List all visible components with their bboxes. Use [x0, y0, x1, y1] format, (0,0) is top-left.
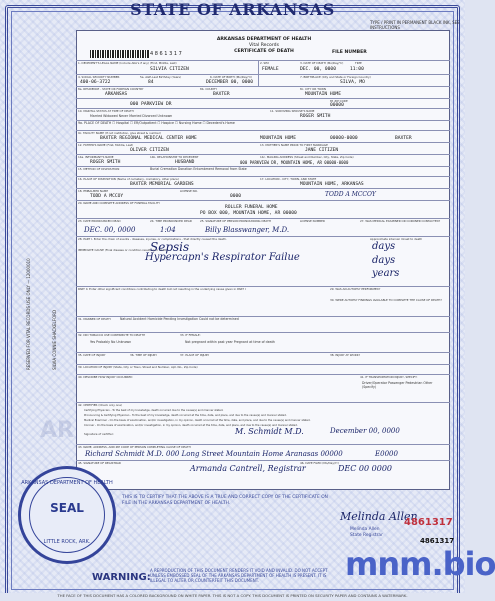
pronounce-date-label: 23. DATE PRONOUNCED DEAD — [78, 219, 121, 223]
sex-label: 2. SEX — [260, 61, 270, 65]
embalmer-name: TODD A MCCOY — [90, 194, 124, 199]
injury-time-label: 36. TIME OF INJURY — [130, 353, 157, 357]
injury-description-label: 40. DESCRIBE HOW INJURY OCCURRED — [78, 375, 133, 379]
relationship-value: HUSBAND — [175, 160, 195, 165]
site-watermark: mnm.bio — [345, 545, 495, 583]
decedent-name-label: 1. DECEDENT'S LEGAL NAME (Include AKA's if any) (First, Middle, Last) — [78, 61, 177, 65]
date-certified: December 00, 0000 — [330, 427, 400, 435]
state-registrar-signature: Melinda Allen — [340, 510, 418, 523]
pronounce-date: DEC. 00, 0000 — [84, 226, 136, 234]
side-name-text: SILVIA CONNIE SHACKELFORD — [52, 309, 57, 370]
res-zip: 00000 — [330, 103, 344, 108]
funeral-home-label: 20. NAME AND COMPLETE ADDRESS OF FUNERAL FACILITY — [78, 201, 160, 205]
tod-value: 11:00 — [350, 67, 364, 72]
father-name: OLIVER CITIZEN — [130, 148, 169, 153]
interval-b: days — [372, 255, 396, 266]
certifier-signature: M. Schmidt M.D. — [235, 427, 304, 436]
facility-county: BAXTER — [395, 136, 412, 141]
date-filed: DEC 00 0000 — [338, 464, 392, 473]
dod-value: DEC. 00, 0000 — [300, 67, 336, 72]
birthplace-label: 7. BIRTHPLACE (City and State or Foreign Country) — [300, 75, 371, 79]
injury-work-label: 38. INJURY AT WORK? — [330, 353, 361, 357]
serial-number-red: 4861317 — [404, 517, 453, 528]
certifier-address: Richard Schmidt M.D. 000 Long Street Mountain Home Aranasas 00000 — [85, 450, 343, 458]
cause-part1-label: 28. PART I. Enter the chain of events - diseases, injuries, or complications - that directly caused the death. — [78, 237, 227, 241]
certifier-option-1: Certifying Physician - To the best of my knowledge, death occurred due to the cause(s) and manner stated. — [84, 409, 224, 412]
father-label: 12. FATHER'S NAME (First, Middle, Last) — [78, 143, 134, 147]
certifier-option-4: Coroner - On the basis of examination, and/or investigation, in my opinion, death occurred at the time, date, and place, and due to the cause(s) and manner stated. — [84, 424, 298, 427]
marital-label: 10. MARITAL STATUS AT TIME OF DEATH — [78, 109, 134, 113]
res-street: 000 PARKVIEW DR — [130, 102, 172, 107]
transport-label: 41. IF TRANSPORTATION INJURY, SPECIFY: — [360, 375, 418, 379]
pronounce-license-label: LICENSE NUMBER — [300, 219, 325, 223]
injury-location-label: 39. LOCATION OF INJURY (State, City or Town, Street and Number, Apt. No., Zip Code) — [78, 365, 198, 369]
seal-ring-bottom-text: LITTLE ROCK, ARK. — [43, 539, 91, 545]
funeral-home-address: PO BOX 000, MOUNTAIN HOME, AR 00000 — [200, 211, 297, 216]
res-county: BAXTER — [213, 92, 230, 97]
decedent-name: SILVIA CITIZEN — [150, 67, 189, 72]
manner-label: 31. MANNER OF DEATH — [78, 317, 111, 321]
dob-label: 6. DATE OF BIRTH (Mo/Day/Yr) — [210, 75, 253, 79]
res-zip-label: 8f. ZIP CODE — [330, 99, 348, 103]
informant-addr-label: 14c. MAILING ADDRESS (Street and Number, City, State, Zip Code) — [260, 155, 354, 159]
dob-value: DECEMBER 00, 0000 — [206, 80, 254, 85]
state-registrar-name: Melinda Allen — [350, 527, 380, 532]
cause-line-b: Hypercapn's Respirator Failue — [145, 252, 300, 263]
res-county-label: 8b. COUNTY — [200, 87, 218, 91]
transport-options: Driver/Operator Passenger Pedestrian Other (Specify) — [362, 381, 433, 389]
disposition-place: BAXTER MEMORIAL GARDENS — [130, 182, 194, 187]
certifier-option-3: Medical Examiner - On the basis of examination, and/or investigation, in my opinion, death occurred at the time, date, and place, and due to the cause(s) and manner stated. — [84, 419, 311, 422]
certification-statement: THIS IS TO CERTIFY THAT THE ABOVE IS A TRUE AND CORRECT COPY OF THE CERTIFICATE ON FILE IN THE ARKANSAS DEPARTMENT OF HEALTH. — [122, 495, 328, 506]
age-value: 84 — [148, 80, 154, 85]
ssn-value: 400-06-3722 — [80, 80, 111, 85]
pronounce-time: 1:04 — [160, 226, 176, 234]
spouse-label: 11. SURVIVING SPOUSE'S NAME — [270, 109, 315, 113]
disposition-location-label: 17. LOCATION - CITY, TOWN, AND STATE — [260, 177, 317, 181]
date-filed-label: 46. DATE FILED (Mo/Day/Yr) — [300, 461, 339, 465]
birthplace-value: SILVA, MO — [340, 80, 365, 85]
me-contact-label: 27. WAS MEDICAL EXAMINER OR CORONER CONTACTED? — [360, 219, 441, 223]
facility-label: 9c. FACILITY NAME (If not institution, give street & number) — [78, 131, 161, 135]
pregnancy-label: 33. IF FEMALE: — [180, 333, 201, 337]
ssn-label: 4. SOCIAL SECURITY NUMBER — [78, 75, 120, 79]
funeral-home-name: ROLLER FUNERAL HOME — [225, 205, 278, 210]
cause-line-a: Sepsis — [150, 240, 190, 254]
row-embalmer — [76, 188, 450, 200]
tobacco-options: Yes Probably No Unknown — [90, 340, 132, 344]
pronounced-by-label: 25. SIGNATURE OF PERSON PRONOUNCING DEATH — [200, 219, 271, 223]
informant-name: ROGER SMITH — [90, 160, 121, 165]
registrar-signature: Armanda Cantrell, Registrar — [190, 464, 306, 473]
certifier-license: E0000 — [375, 450, 398, 458]
vital-records-side-text: RESERVED FOR VITAL RECORDS USE ONLY — 12000010 — [26, 258, 31, 370]
certifier-check-label: 42. CERTIFIER (Check only one) — [78, 403, 123, 407]
row-ssn — [76, 74, 450, 86]
division-name: Vital Records — [249, 43, 279, 48]
director-signature: TODD A MCCOY — [325, 191, 376, 198]
certifier-address-label: 43. NAME, ADDRESS, AND ZIP CODE OF PERSON COMPLETING CAUSE OF DEATH — [78, 445, 191, 449]
bottom-security-text: THE FACE OF THIS DOCUMENT HAS A COLORED BACKGROUND ON WHITE PAPER. THIS IS NOT A COPY. THIS DOCUMENT IS PRINTED ON SECURITY PAPER AND CONTAINS A WATERMARK. — [0, 593, 465, 601]
embalmer-license: 0000 — [230, 194, 242, 199]
warning-label: WARNING: — [92, 572, 151, 583]
immediate-cause-label: IMMEDIATE CAUSE (Final disease or condition resulting in death) — [78, 248, 169, 252]
relationship-label: 14b. RELATIONSHIP TO DECEDENT — [150, 155, 199, 159]
tobacco-label: 32. DID TOBACCO USE CONTRIBUTE TO DEATH? — [78, 333, 146, 337]
mother-name: JANE CITIZEN — [305, 148, 339, 153]
res-city-label: 8c. CITY OR TOWN — [300, 87, 326, 91]
part2-label: PART II. Enter other significant conditions contributing to death but not resulting in the underlying cause given in PART I — [78, 287, 246, 291]
age-label: 5a. AGE-Last Birthday (Years) — [140, 75, 182, 79]
department-name: ARKANSAS DEPARTMENT OF HEALTH — [216, 37, 312, 42]
interval-c: years — [372, 268, 400, 279]
state-title: STATE OF ARKANSAS — [130, 0, 335, 19]
marital-options: Married Widowed Never Married Divorced Unknown — [90, 114, 173, 118]
seal-label: SEAL — [50, 501, 84, 515]
res-state: ARKANSAS — [105, 92, 128, 97]
barcode-number: 4 8 6 1 3 1 7 — [150, 51, 182, 57]
file-number-label: FILE NUMBER — [332, 50, 367, 55]
facility-zip: 00000-0000 — [330, 136, 358, 141]
res-state-label: 8a. RESIDENCE - STATE OR FOREIGN COUNTRY — [78, 87, 144, 91]
injury-place-label: 37. PLACE OF INJURY — [180, 353, 210, 357]
row-disposition-method — [76, 166, 450, 176]
disposition-location: MOUNTAIN HOME, ARKANSAS — [300, 182, 364, 187]
pronounced-by: Billy Blasswanger, M.D. — [205, 226, 290, 234]
serial-number-black: 4861317 — [420, 537, 455, 545]
manner-options: Natural Accident Homicide Pending Investigation Could not be determined — [120, 317, 239, 321]
dod-label: 3. DATE OF DEATH (Mo/Day/Yr) — [300, 61, 344, 65]
interval-a: days — [372, 241, 396, 252]
certifier-signature-label: Signature of certifier: — [84, 432, 114, 436]
disposition-place-label: 16. PLACE OF DISPOSITION (Name of cemetery, crematory, other place) — [78, 177, 179, 181]
pronounce-time-label: 24. TIME PRONOUNCED DEAD — [150, 219, 192, 223]
informant-label: 14a. INFORMANT'S NAME — [78, 155, 114, 159]
res-city: MOUNTAIN HOME — [305, 92, 341, 97]
tod-label: TIME — [355, 61, 362, 65]
certifier-option-2: Pronouncing & Certifying Physician - To the best of my knowledge, death occurred at the time, date, and place, and due to the cause(s) and manner stated. — [84, 414, 287, 417]
informant-address: 000 PARKVIEW DR, MOUNTAIN HOME, AR 00000-0000 — [240, 160, 349, 165]
embalmer-label: 18. EMBALMER NAME — [78, 189, 109, 193]
barcode — [90, 50, 150, 58]
embalmer-license-label: LICENSE NO. — [180, 189, 198, 193]
seal-ring-top-text: ARKANSAS DEPARTMENT OF HEALTH — [21, 480, 113, 486]
mother-label: 13. MOTHER'S NAME PRIOR TO FIRST MARRIAGE — [260, 143, 328, 147]
spouse-name: ROGER SMITH — [300, 114, 331, 119]
pregnancy-options: Not pregnant within past year Pregnant at time of death — [185, 340, 275, 344]
disposition-method-label: 15. METHOD OF DISPOSITION — [78, 167, 120, 171]
autopsy-label: 29. WAS AN AUTOPSY PERFORMED? — [330, 287, 381, 291]
autopsy-findings-label: 30. WERE AUTOPSY FINDINGS AVAILABLE TO COMPLETE THE CAUSE OF DEATH? — [330, 298, 442, 302]
ar-watermark: AR — [40, 418, 74, 443]
sex-value: FEMALE — [262, 67, 279, 72]
place-type-options: 9a. PLACE OF DEATH ☐ Hospital ☐ ER/Outpatient ☐ Hospice ☐ Nursing Home ☐ Decedent's Home — [78, 121, 235, 125]
document-title: CERTIFICATE OF DEATH — [234, 49, 294, 54]
warning-text: A REPRODUCTION OF THIS DOCUMENT RENDERS IT VOID AND INVALID. DO NOT ACCEPT UNLESS EMBOSSED SEAL OF THE ARKANSAS DEPARTMENT OF HEALTH IS PRESENT. IT IS ILLEGAL TO ALTER OR COUNTERFEIT THIS DOCUMENT. — [150, 568, 328, 583]
disposition-method-options: Burial Cremation Donation Entombment Removal from State — [150, 167, 247, 171]
injury-date-label: 35. DATE OF INJURY — [78, 353, 106, 357]
state-registrar-title: State Registrar — [350, 533, 383, 538]
facility-name: BAXTER REGIONAL MEDICAL CENTER HOME — [100, 136, 197, 141]
ink-instruction: TYPE / PRINT IN PERMANENT BLACK INK, SEE INSTRUCTIONS — [370, 20, 460, 30]
interval-label: Approximate interval: Onset to death — [370, 237, 423, 241]
registrar-signature-label: 45. SIGNATURE OF REGISTRAR — [78, 461, 121, 465]
state-seal — [18, 466, 116, 564]
facility-city: MOUNTAIN HOME — [260, 136, 296, 141]
